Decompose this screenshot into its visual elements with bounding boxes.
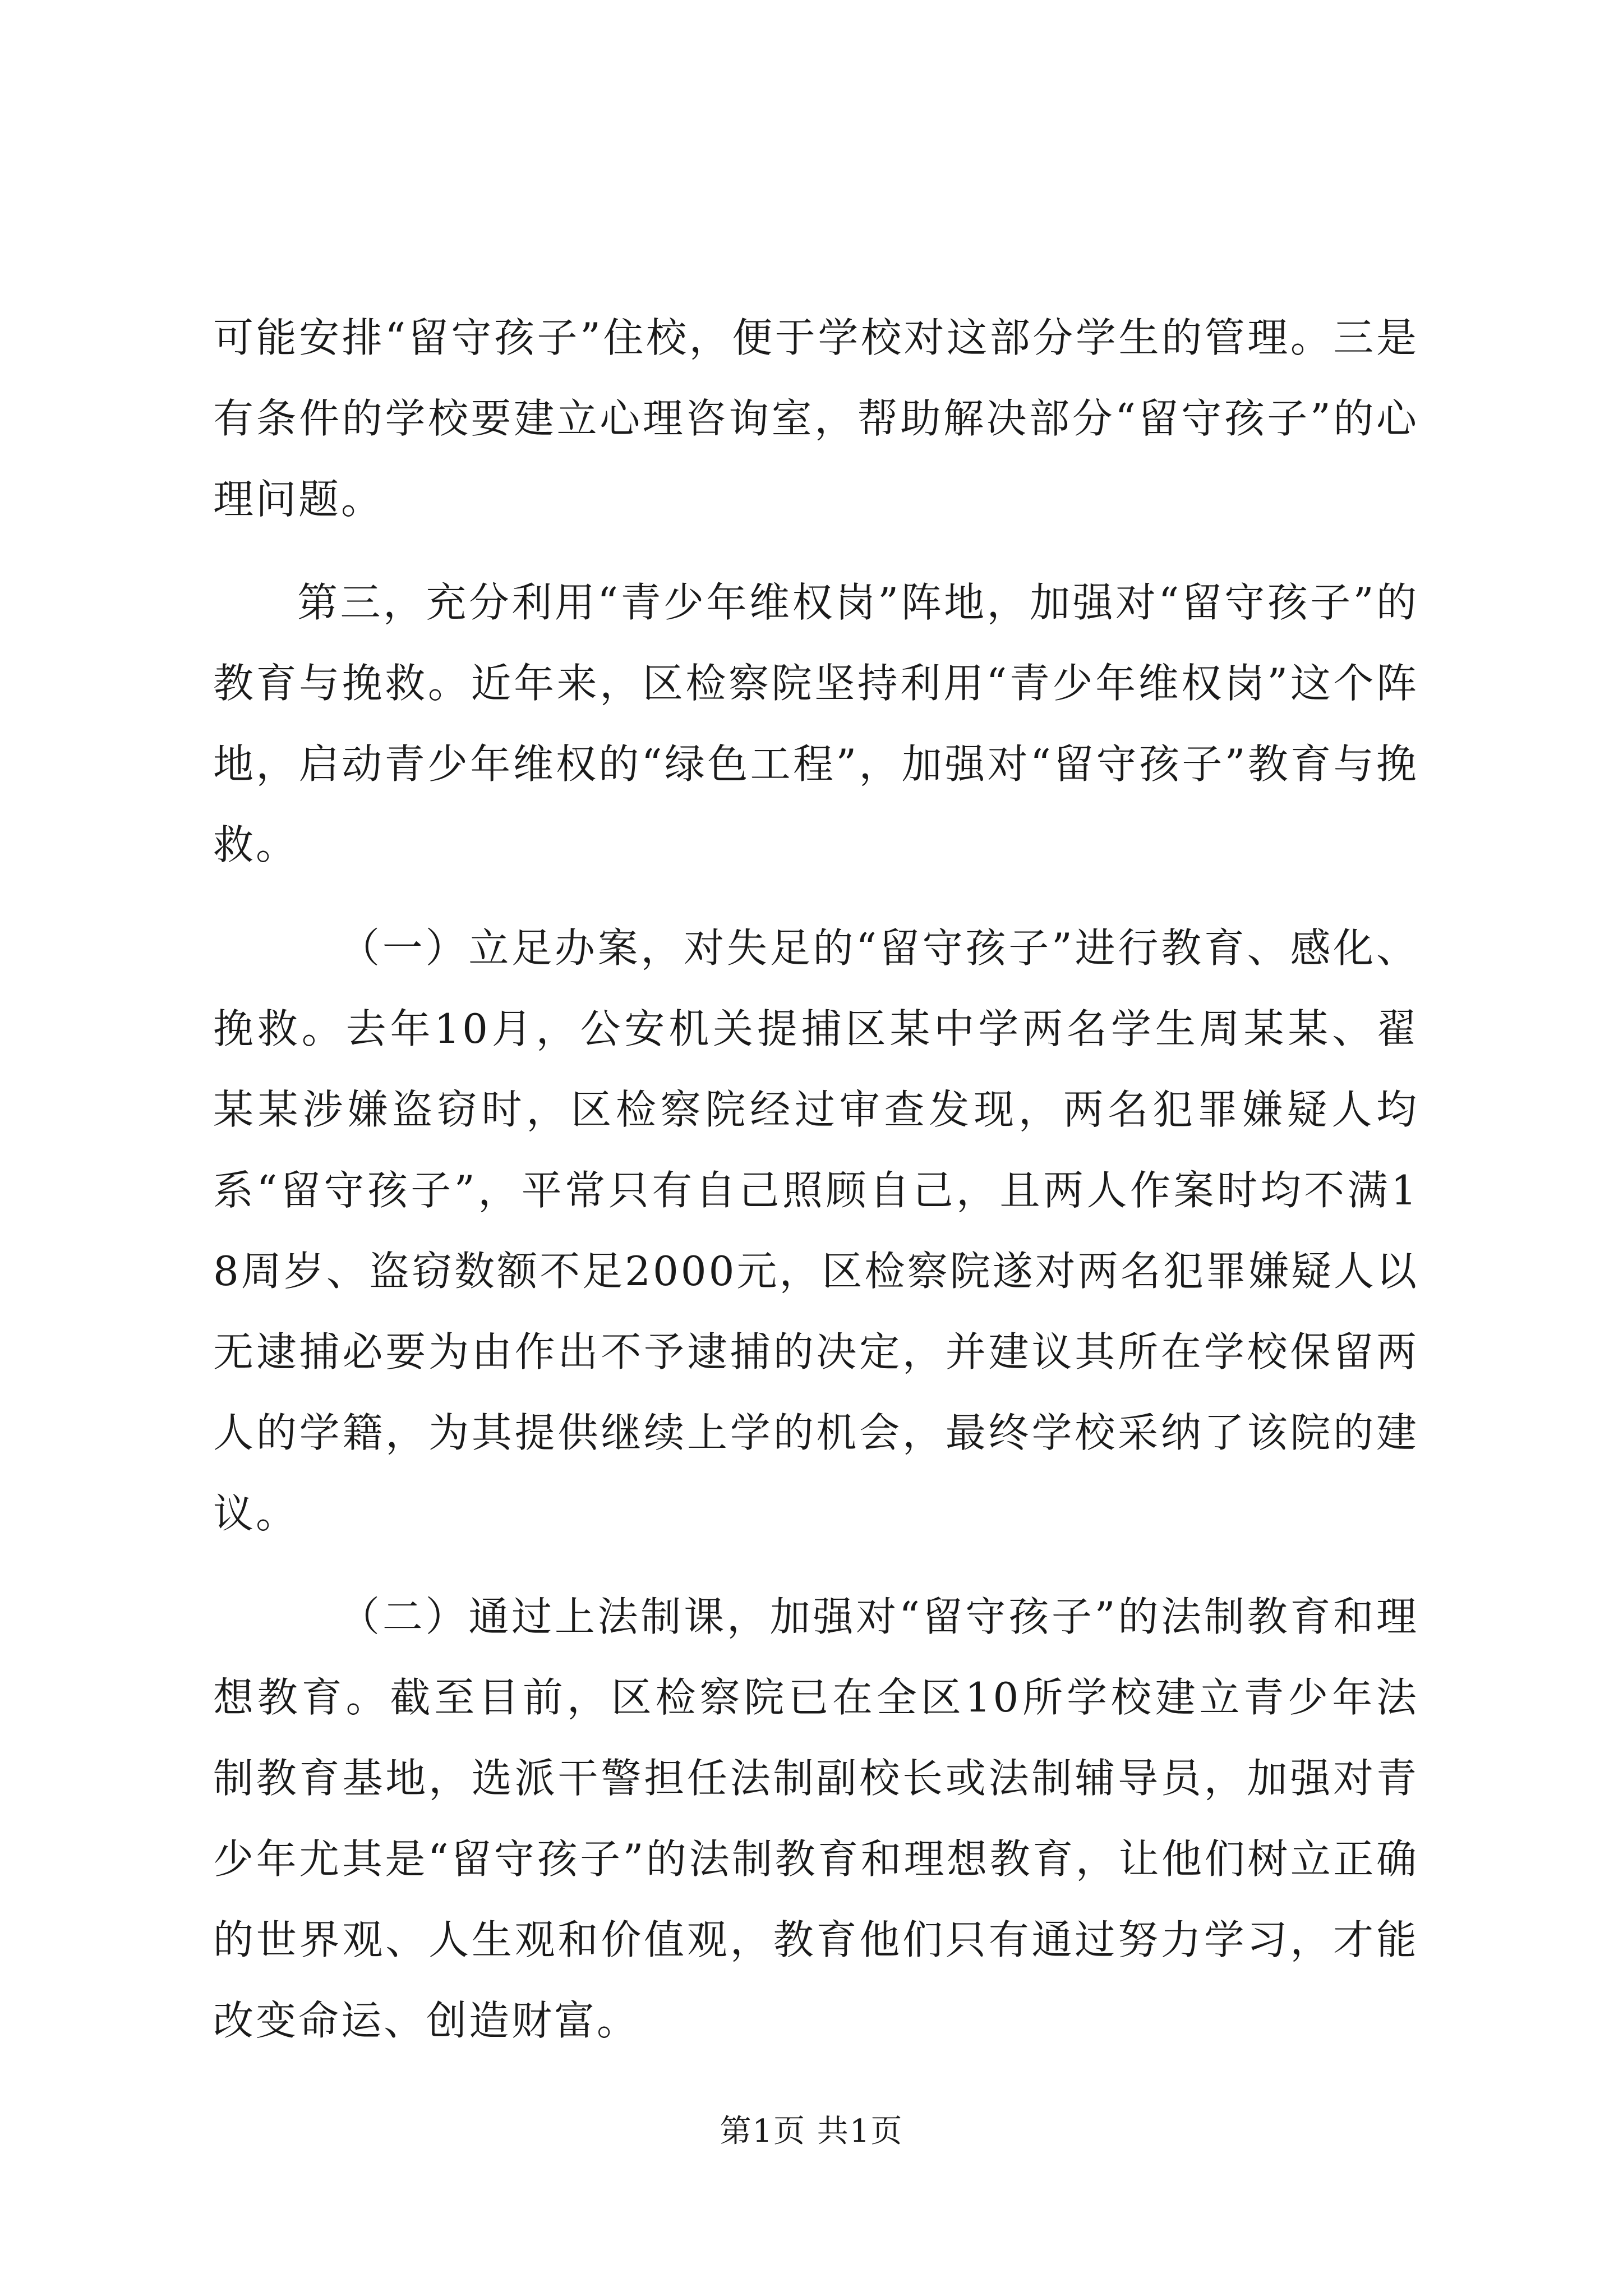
page-footer: 第1页 共1页: [720, 2113, 903, 2150]
paragraph-section-three: 第三，充分利用“青少年维权岗”阵地，加强对“留守孩子”的教育与挽救。近年来，区检察院坚持利用“青少年维权岗”这个阵地，启动青少年维权的“绿色工程”，加强对“留守孩子”教育与挽救。: [213, 579, 1419, 868]
paragraph-item-two: （二）通过上法制课，加强对“留守孩子”的法制教育和理想教育。截至目前，区检察院已在全区10所学校建立青少年法制教育基地，选派干警担任法制副校长或法制辅导员，加强对青少年尤其是“留守孩子”的法制教育和理想教育，让他们树立正确的世界观、人生观和价值观，教育他们只有通过努力学习，才能改变命运、创造财富。: [213, 1593, 1419, 2044]
paragraph-item-one: （一）立足办案，对失足的“留守孩子”进行教育、感化、挽救。去年10月，公安机关提捕区某中学两名学生周某某、翟某某涉嫌盗窃时，区检察院经过审查发现，两名犯罪嫌疑人均系“留守孩子”，平常只有自己照顾自己，且两人作案时均不满18周岁、盗窃数额不足2000元，区检察院遂对两名犯罪嫌疑人以无逮捕必要为由作出不予逮捕的决定，并建议其所在学校保留两人的学籍，为其提供继续上学的机会，最终学校采纳了该院的建议。: [213, 924, 1419, 1537]
document-body: [213, 297, 1419, 2083]
paragraph-continuation: 可能安排“留守孩子”住校，便于学校对这部分学生的管理。三是有条件的学校要建立心理咨询室，帮助解决部分“留守孩子”的心理问题。: [213, 314, 1419, 523]
